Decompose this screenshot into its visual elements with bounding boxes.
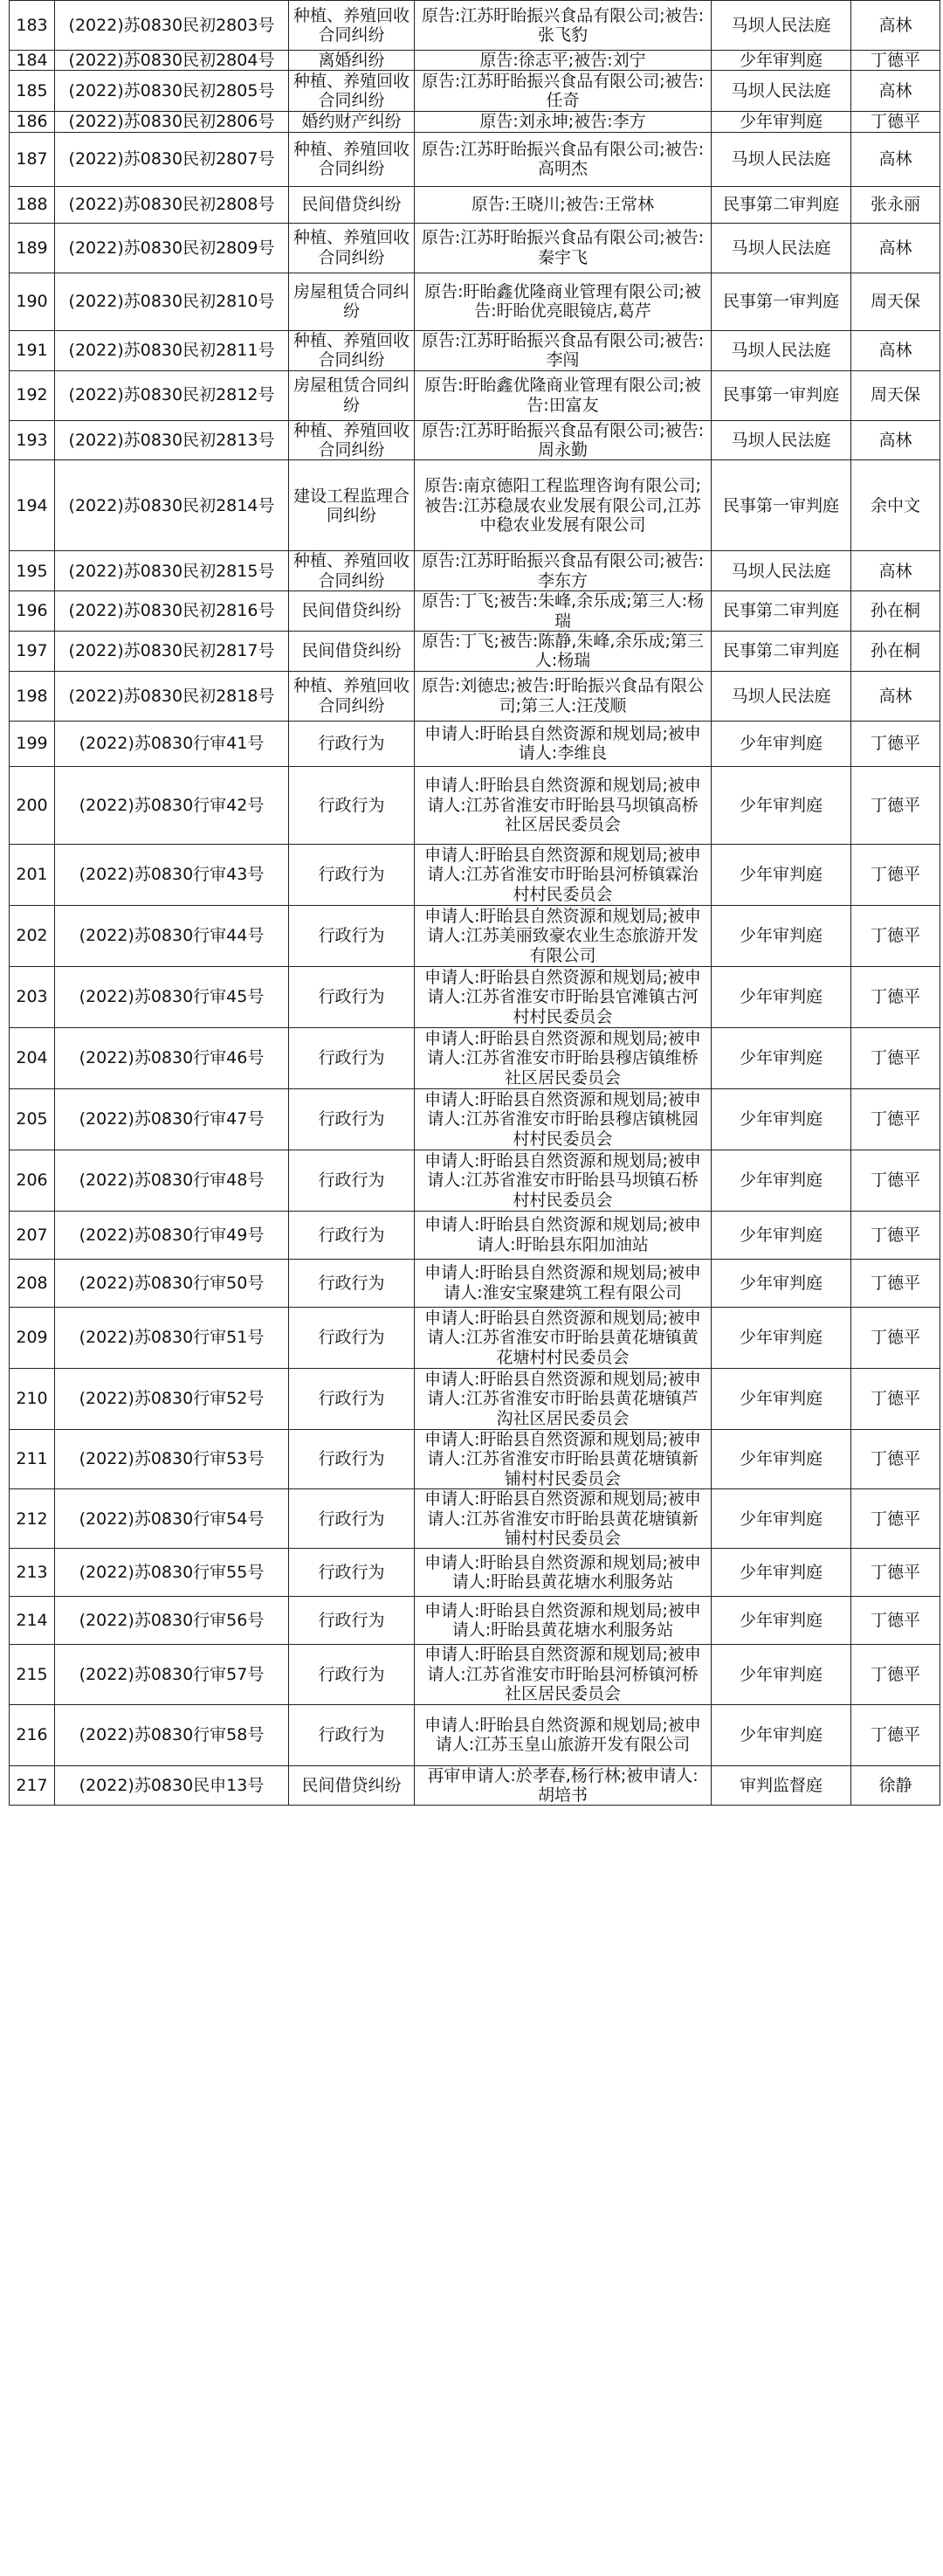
court-division-cell: 民事第二审判庭 (712, 186, 851, 223)
table-row (10, 1429, 940, 1488)
case-number-cell: (2022)苏0830民初2818号 (55, 671, 289, 721)
court-division-cell: 马坝人民法庭 (712, 420, 851, 460)
table-row (10, 721, 940, 766)
court-division-cell: 少年审判庭 (712, 1368, 851, 1429)
case-number-cell: (2022)苏0830民申13号 (55, 1765, 289, 1806)
court-division-cell: 民事第一审判庭 (712, 273, 851, 330)
row-number-cell: 189 (10, 223, 55, 273)
case-cause-cell: 行政行为 (289, 1307, 415, 1368)
court-division-cell: 少年审判庭 (712, 1307, 851, 1368)
table-row (10, 132, 940, 186)
presiding-judge-cell: 丁德平 (851, 1429, 940, 1488)
case-cause-cell: 房屋租赁合同纠纷 (289, 273, 415, 330)
case-parties-cell: 申请人:盱眙县自然资源和规划局;被申请人:盱眙县黄花塘水利服务站 (415, 1549, 712, 1597)
case-parties-cell: 申请人:盱眙县自然资源和规划局;被申请人:盱眙县黄花塘水利服务站 (415, 1597, 712, 1645)
row-number-cell: 213 (10, 1549, 55, 1597)
table-row (10, 51, 940, 71)
row-number-cell: 215 (10, 1645, 55, 1704)
case-cause-cell: 行政行为 (289, 1368, 415, 1429)
row-number-cell: 212 (10, 1489, 55, 1549)
court-division-cell: 马坝人民法庭 (712, 71, 851, 112)
row-number-cell: 198 (10, 671, 55, 721)
row-number-cell: 201 (10, 844, 55, 905)
case-number-cell: (2022)苏0830民初2807号 (55, 132, 289, 186)
presiding-judge-cell: 丁德平 (851, 1368, 940, 1429)
case-parties-cell: 申请人:盱眙县自然资源和规划局;被申请人:盱眙县东阳加油站 (415, 1211, 712, 1259)
case-number-cell: (2022)苏0830行审41号 (55, 721, 289, 766)
case-cause-cell: 婚约财产纠纷 (289, 112, 415, 132)
table-row (10, 1, 940, 51)
case-parties-cell: 原告:江苏盱眙振兴食品有限公司;被告:周永勤 (415, 420, 712, 460)
row-number-cell: 185 (10, 71, 55, 112)
case-cause-cell: 行政行为 (289, 1704, 415, 1765)
court-division-cell: 少年审判庭 (712, 51, 851, 71)
court-division-cell: 少年审判庭 (712, 766, 851, 844)
court-division-cell: 民事第一审判庭 (712, 370, 851, 420)
row-number-cell: 192 (10, 370, 55, 420)
table-row (10, 671, 940, 721)
presiding-judge-cell: 周天保 (851, 370, 940, 420)
row-number-cell: 199 (10, 721, 55, 766)
case-cause-cell: 离婚纠纷 (289, 51, 415, 71)
table-row (10, 273, 940, 330)
row-number-cell: 196 (10, 591, 55, 632)
court-division-cell: 少年审判庭 (712, 1429, 851, 1488)
case-number-cell: (2022)苏0830行审54号 (55, 1489, 289, 1549)
table-row (10, 1645, 940, 1704)
court-division-cell: 民事第一审判庭 (712, 460, 851, 551)
table-row (10, 632, 940, 672)
table-row (10, 1307, 940, 1368)
row-number-cell: 214 (10, 1597, 55, 1645)
row-number-cell: 193 (10, 420, 55, 460)
case-cause-cell: 行政行为 (289, 1489, 415, 1549)
presiding-judge-cell: 丁德平 (851, 1549, 940, 1597)
row-number-cell: 207 (10, 1211, 55, 1259)
case-number-cell: (2022)苏0830民初2805号 (55, 71, 289, 112)
table-row (10, 1704, 940, 1765)
case-parties-cell: 申请人:盱眙县自然资源和规划局;被申请人:淮安宝聚建筑工程有限公司 (415, 1259, 712, 1307)
presiding-judge-cell: 丁德平 (851, 1704, 940, 1765)
table-row (10, 1368, 940, 1429)
case-cause-cell: 行政行为 (289, 766, 415, 844)
table-row (10, 1765, 940, 1806)
table-row (10, 1549, 940, 1597)
case-parties-cell: 原告:丁飞;被告:陈静,朱峰,余乐成;第三人:杨瑞 (415, 632, 712, 672)
case-schedule-table (9, 0, 940, 1806)
case-parties-cell: 原告:徐志平;被告:刘宁 (415, 51, 712, 71)
presiding-judge-cell: 丁德平 (851, 1597, 940, 1645)
case-number-cell: (2022)苏0830行审45号 (55, 966, 289, 1027)
case-parties-cell: 申请人:盱眙县自然资源和规划局;被申请人:江苏省淮安市盱眙县黄花塘镇芦沟社区居民委员会 (415, 1368, 712, 1429)
case-cause-cell: 民间借贷纠纷 (289, 186, 415, 223)
presiding-judge-cell: 丁德平 (851, 766, 940, 844)
table-row (10, 71, 940, 112)
presiding-judge-cell: 高林 (851, 330, 940, 370)
court-division-cell: 少年审判庭 (712, 112, 851, 132)
case-cause-cell: 种植、养殖回收合同纠纷 (289, 330, 415, 370)
case-parties-cell: 申请人:盱眙县自然资源和规划局;被申请人:江苏省淮安市盱眙县马坝镇石桥村村民委员会 (415, 1150, 712, 1211)
row-number-cell: 211 (10, 1429, 55, 1488)
row-number-cell: 202 (10, 905, 55, 966)
row-number-cell: 184 (10, 51, 55, 71)
table-row (10, 1211, 940, 1259)
court-division-cell: 少年审判庭 (712, 1597, 851, 1645)
row-number-cell: 191 (10, 330, 55, 370)
court-division-cell: 马坝人民法庭 (712, 132, 851, 186)
case-cause-cell: 行政行为 (289, 1088, 415, 1150)
case-cause-cell: 行政行为 (289, 1150, 415, 1211)
case-number-cell: (2022)苏0830民初2812号 (55, 370, 289, 420)
case-number-cell: (2022)苏0830行审58号 (55, 1704, 289, 1765)
table-row (10, 112, 940, 132)
table-row (10, 905, 940, 966)
case-parties-cell: 原告:江苏盱眙振兴食品有限公司;被告:秦宇飞 (415, 223, 712, 273)
case-number-cell: (2022)苏0830行审47号 (55, 1088, 289, 1150)
case-number-cell: (2022)苏0830行审42号 (55, 766, 289, 844)
case-cause-cell: 房屋租赁合同纠纷 (289, 370, 415, 420)
case-cause-cell: 行政行为 (289, 1549, 415, 1597)
table-row (10, 1150, 940, 1211)
row-number-cell: 208 (10, 1259, 55, 1307)
row-number-cell: 188 (10, 186, 55, 223)
case-cause-cell: 建设工程监理合同纠纷 (289, 460, 415, 551)
case-parties-cell: 申请人:盱眙县自然资源和规划局;被申请人:江苏省淮安市盱眙县官滩镇古河村村民委员会 (415, 966, 712, 1027)
table-row (10, 460, 940, 551)
court-division-cell: 少年审判庭 (712, 844, 851, 905)
row-number-cell: 187 (10, 132, 55, 186)
case-parties-cell: 再审申请人:於孝春,杨行林;被申请人:胡培书 (415, 1765, 712, 1806)
court-division-cell: 少年审判庭 (712, 721, 851, 766)
table-row (10, 551, 940, 591)
case-number-cell: (2022)苏0830行审55号 (55, 1549, 289, 1597)
case-cause-cell: 民间借贷纠纷 (289, 632, 415, 672)
case-parties-cell: 申请人:盱眙县自然资源和规划局;被申请人:江苏省淮安市盱眙县马坝镇高桥社区居民委员会 (415, 766, 712, 844)
court-division-cell: 马坝人民法庭 (712, 330, 851, 370)
presiding-judge-cell: 张永丽 (851, 186, 940, 223)
row-number-cell: 205 (10, 1088, 55, 1150)
case-parties-cell: 原告:南京德阳工程监理咨询有限公司;被告:江苏稳晟农业发展有限公司,江苏中稳农业发展有限公司 (415, 460, 712, 551)
row-number-cell: 209 (10, 1307, 55, 1368)
row-number-cell: 183 (10, 1, 55, 51)
case-parties-cell: 申请人:盱眙县自然资源和规划局;被申请人:江苏省淮安市盱眙县河桥镇河桥社区居民委员会 (415, 1645, 712, 1704)
case-parties-cell: 原告:盱眙鑫优隆商业管理有限公司;被告:田富友 (415, 370, 712, 420)
case-cause-cell: 种植、养殖回收合同纠纷 (289, 671, 415, 721)
table-row (10, 966, 940, 1027)
presiding-judge-cell: 丁德平 (851, 1645, 940, 1704)
presiding-judge-cell: 高林 (851, 223, 940, 273)
case-number-cell: (2022)苏0830民初2803号 (55, 1, 289, 51)
row-number-cell: 190 (10, 273, 55, 330)
case-number-cell: (2022)苏0830民初2810号 (55, 273, 289, 330)
case-number-cell: (2022)苏0830行审44号 (55, 905, 289, 966)
presiding-judge-cell: 丁德平 (851, 844, 940, 905)
court-division-cell: 少年审判庭 (712, 966, 851, 1027)
case-parties-cell: 申请人:盱眙县自然资源和规划局;被申请人:李维良 (415, 721, 712, 766)
presiding-judge-cell: 丁德平 (851, 51, 940, 71)
table-row (10, 1489, 940, 1549)
case-number-cell: (2022)苏0830民初2811号 (55, 330, 289, 370)
case-parties-cell: 原告:江苏盱眙振兴食品有限公司;被告:高明杰 (415, 132, 712, 186)
presiding-judge-cell: 丁德平 (851, 1088, 940, 1150)
case-cause-cell: 种植、养殖回收合同纠纷 (289, 420, 415, 460)
court-division-cell: 少年审判庭 (712, 1704, 851, 1765)
row-number-cell: 197 (10, 632, 55, 672)
case-parties-cell: 申请人:盱眙县自然资源和规划局;被申请人:江苏省淮安市盱眙县穆店镇维桥社区居民委员会 (415, 1027, 712, 1088)
table-row (10, 370, 940, 420)
case-cause-cell: 种植、养殖回收合同纠纷 (289, 71, 415, 112)
case-cause-cell: 行政行为 (289, 1027, 415, 1088)
table-row (10, 186, 940, 223)
presiding-judge-cell: 丁德平 (851, 905, 940, 966)
case-parties-cell: 申请人:盱眙县自然资源和规划局;被申请人:江苏省淮安市盱眙县穆店镇桃园村村民委员会 (415, 1088, 712, 1150)
presiding-judge-cell: 余中文 (851, 460, 940, 551)
case-number-cell: (2022)苏0830行审51号 (55, 1307, 289, 1368)
court-division-cell: 马坝人民法庭 (712, 671, 851, 721)
case-parties-cell: 申请人:盱眙县自然资源和规划局;被申请人:江苏玉皇山旅游开发有限公司 (415, 1704, 712, 1765)
table-row (10, 1027, 940, 1088)
case-parties-cell: 原告:盱眙鑫优隆商业管理有限公司;被告:盱眙优亮眼镜店,葛芹 (415, 273, 712, 330)
presiding-judge-cell: 丁德平 (851, 721, 940, 766)
row-number-cell: 200 (10, 766, 55, 844)
court-division-cell: 少年审判庭 (712, 1489, 851, 1549)
court-division-cell: 民事第二审判庭 (712, 632, 851, 672)
case-number-cell: (2022)苏0830行审56号 (55, 1597, 289, 1645)
case-cause-cell: 行政行为 (289, 1597, 415, 1645)
row-number-cell: 204 (10, 1027, 55, 1088)
case-cause-cell: 民间借贷纠纷 (289, 1765, 415, 1806)
court-division-cell: 民事第二审判庭 (712, 591, 851, 632)
court-division-cell: 审判监督庭 (712, 1765, 851, 1806)
case-number-cell: (2022)苏0830行审46号 (55, 1027, 289, 1088)
case-number-cell: (2022)苏0830行审49号 (55, 1211, 289, 1259)
case-parties-cell: 申请人:盱眙县自然资源和规划局;被申请人:江苏省淮安市盱眙县黄花塘镇新铺村村民委员会 (415, 1429, 712, 1488)
case-number-cell: (2022)苏0830民初2804号 (55, 51, 289, 71)
table-row (10, 420, 940, 460)
table-row (10, 591, 940, 632)
row-number-cell: 210 (10, 1368, 55, 1429)
case-number-cell: (2022)苏0830民初2814号 (55, 460, 289, 551)
row-number-cell: 203 (10, 966, 55, 1027)
court-division-cell: 少年审判庭 (712, 1211, 851, 1259)
presiding-judge-cell: 丁德平 (851, 1489, 940, 1549)
table-row (10, 223, 940, 273)
table-row (10, 844, 940, 905)
presiding-judge-cell: 丁德平 (851, 1027, 940, 1088)
presiding-judge-cell: 高林 (851, 420, 940, 460)
presiding-judge-cell: 丁德平 (851, 966, 940, 1027)
court-division-cell: 马坝人民法庭 (712, 1, 851, 51)
table-row (10, 1088, 940, 1150)
case-parties-cell: 原告:江苏盱眙振兴食品有限公司;被告:李闯 (415, 330, 712, 370)
case-number-cell: (2022)苏0830行审43号 (55, 844, 289, 905)
presiding-judge-cell: 丁德平 (851, 1211, 940, 1259)
case-number-cell: (2022)苏0830民初2809号 (55, 223, 289, 273)
case-parties-cell: 申请人:盱眙县自然资源和规划局;被申请人:江苏省淮安市盱眙县黄花塘镇新铺村村民委员会 (415, 1489, 712, 1549)
case-number-cell: (2022)苏0830民初2806号 (55, 112, 289, 132)
court-division-cell: 少年审判庭 (712, 1088, 851, 1150)
case-parties-cell: 申请人:盱眙县自然资源和规划局;被申请人:江苏省淮安市盱眙县河桥镇霖治村村民委员会 (415, 844, 712, 905)
case-cause-cell: 种植、养殖回收合同纠纷 (289, 1, 415, 51)
court-division-cell: 马坝人民法庭 (712, 551, 851, 591)
case-cause-cell: 种植、养殖回收合同纠纷 (289, 132, 415, 186)
table-row (10, 330, 940, 370)
case-number-cell: (2022)苏0830行审50号 (55, 1259, 289, 1307)
presiding-judge-cell: 丁德平 (851, 1259, 940, 1307)
case-parties-cell: 申请人:盱眙县自然资源和规划局;被申请人:江苏美丽致豪农业生态旅游开发有限公司 (415, 905, 712, 966)
table-row (10, 1259, 940, 1307)
table-body (10, 1, 940, 1806)
case-cause-cell: 行政行为 (289, 1259, 415, 1307)
row-number-cell: 217 (10, 1765, 55, 1806)
presiding-judge-cell: 徐静 (851, 1765, 940, 1806)
case-parties-cell: 原告:江苏盱眙振兴食品有限公司;被告:李东方 (415, 551, 712, 591)
case-cause-cell: 行政行为 (289, 1645, 415, 1704)
case-parties-cell: 原告:江苏盱眙振兴食品有限公司;被告:任奇 (415, 71, 712, 112)
court-division-cell: 马坝人民法庭 (712, 223, 851, 273)
court-division-cell: 少年审判庭 (712, 1027, 851, 1088)
row-number-cell: 186 (10, 112, 55, 132)
presiding-judge-cell: 周天保 (851, 273, 940, 330)
court-division-cell: 少年审判庭 (712, 905, 851, 966)
case-cause-cell: 种植、养殖回收合同纠纷 (289, 223, 415, 273)
case-cause-cell: 种植、养殖回收合同纠纷 (289, 551, 415, 591)
case-number-cell: (2022)苏0830行审53号 (55, 1429, 289, 1488)
presiding-judge-cell: 孙在桐 (851, 632, 940, 672)
case-parties-cell: 原告:王晓川;被告:王常林 (415, 186, 712, 223)
presiding-judge-cell: 丁德平 (851, 112, 940, 132)
case-number-cell: (2022)苏0830行审57号 (55, 1645, 289, 1704)
row-number-cell: 195 (10, 551, 55, 591)
court-division-cell: 少年审判庭 (712, 1259, 851, 1307)
case-cause-cell: 民间借贷纠纷 (289, 591, 415, 632)
case-number-cell: (2022)苏0830行审48号 (55, 1150, 289, 1211)
table-row (10, 766, 940, 844)
case-parties-cell: 原告:刘永坤;被告:李方 (415, 112, 712, 132)
case-number-cell: (2022)苏0830民初2815号 (55, 551, 289, 591)
presiding-judge-cell: 高林 (851, 551, 940, 591)
presiding-judge-cell: 孙在桐 (851, 591, 940, 632)
case-parties-cell: 原告:刘德忠;被告:盱眙振兴食品有限公司;第三人:汪茂顺 (415, 671, 712, 721)
row-number-cell: 194 (10, 460, 55, 551)
case-parties-cell: 原告:丁飞;被告:朱峰,余乐成;第三人:杨瑞 (415, 591, 712, 632)
table-row (10, 1597, 940, 1645)
row-number-cell: 206 (10, 1150, 55, 1211)
case-number-cell: (2022)苏0830行审52号 (55, 1368, 289, 1429)
court-division-cell: 少年审判庭 (712, 1150, 851, 1211)
presiding-judge-cell: 高林 (851, 71, 940, 112)
presiding-judge-cell: 丁德平 (851, 1307, 940, 1368)
case-number-cell: (2022)苏0830民初2808号 (55, 186, 289, 223)
case-number-cell: (2022)苏0830民初2817号 (55, 632, 289, 672)
court-division-cell: 少年审判庭 (712, 1549, 851, 1597)
case-number-cell: (2022)苏0830民初2813号 (55, 420, 289, 460)
case-cause-cell: 行政行为 (289, 1429, 415, 1488)
presiding-judge-cell: 高林 (851, 1, 940, 51)
case-parties-cell: 申请人:盱眙县自然资源和规划局;被申请人:江苏省淮安市盱眙县黄花塘镇黄花塘村村民委员会 (415, 1307, 712, 1368)
presiding-judge-cell: 高林 (851, 671, 940, 721)
row-number-cell: 216 (10, 1704, 55, 1765)
case-cause-cell: 行政行为 (289, 1211, 415, 1259)
case-number-cell: (2022)苏0830民初2816号 (55, 591, 289, 632)
case-cause-cell: 行政行为 (289, 844, 415, 905)
case-cause-cell: 行政行为 (289, 905, 415, 966)
court-division-cell: 少年审判庭 (712, 1645, 851, 1704)
case-cause-cell: 行政行为 (289, 966, 415, 1027)
case-cause-cell: 行政行为 (289, 721, 415, 766)
presiding-judge-cell: 高林 (851, 132, 940, 186)
presiding-judge-cell: 丁德平 (851, 1150, 940, 1211)
case-parties-cell: 原告:江苏盱眙振兴食品有限公司;被告:张飞豹 (415, 1, 712, 51)
